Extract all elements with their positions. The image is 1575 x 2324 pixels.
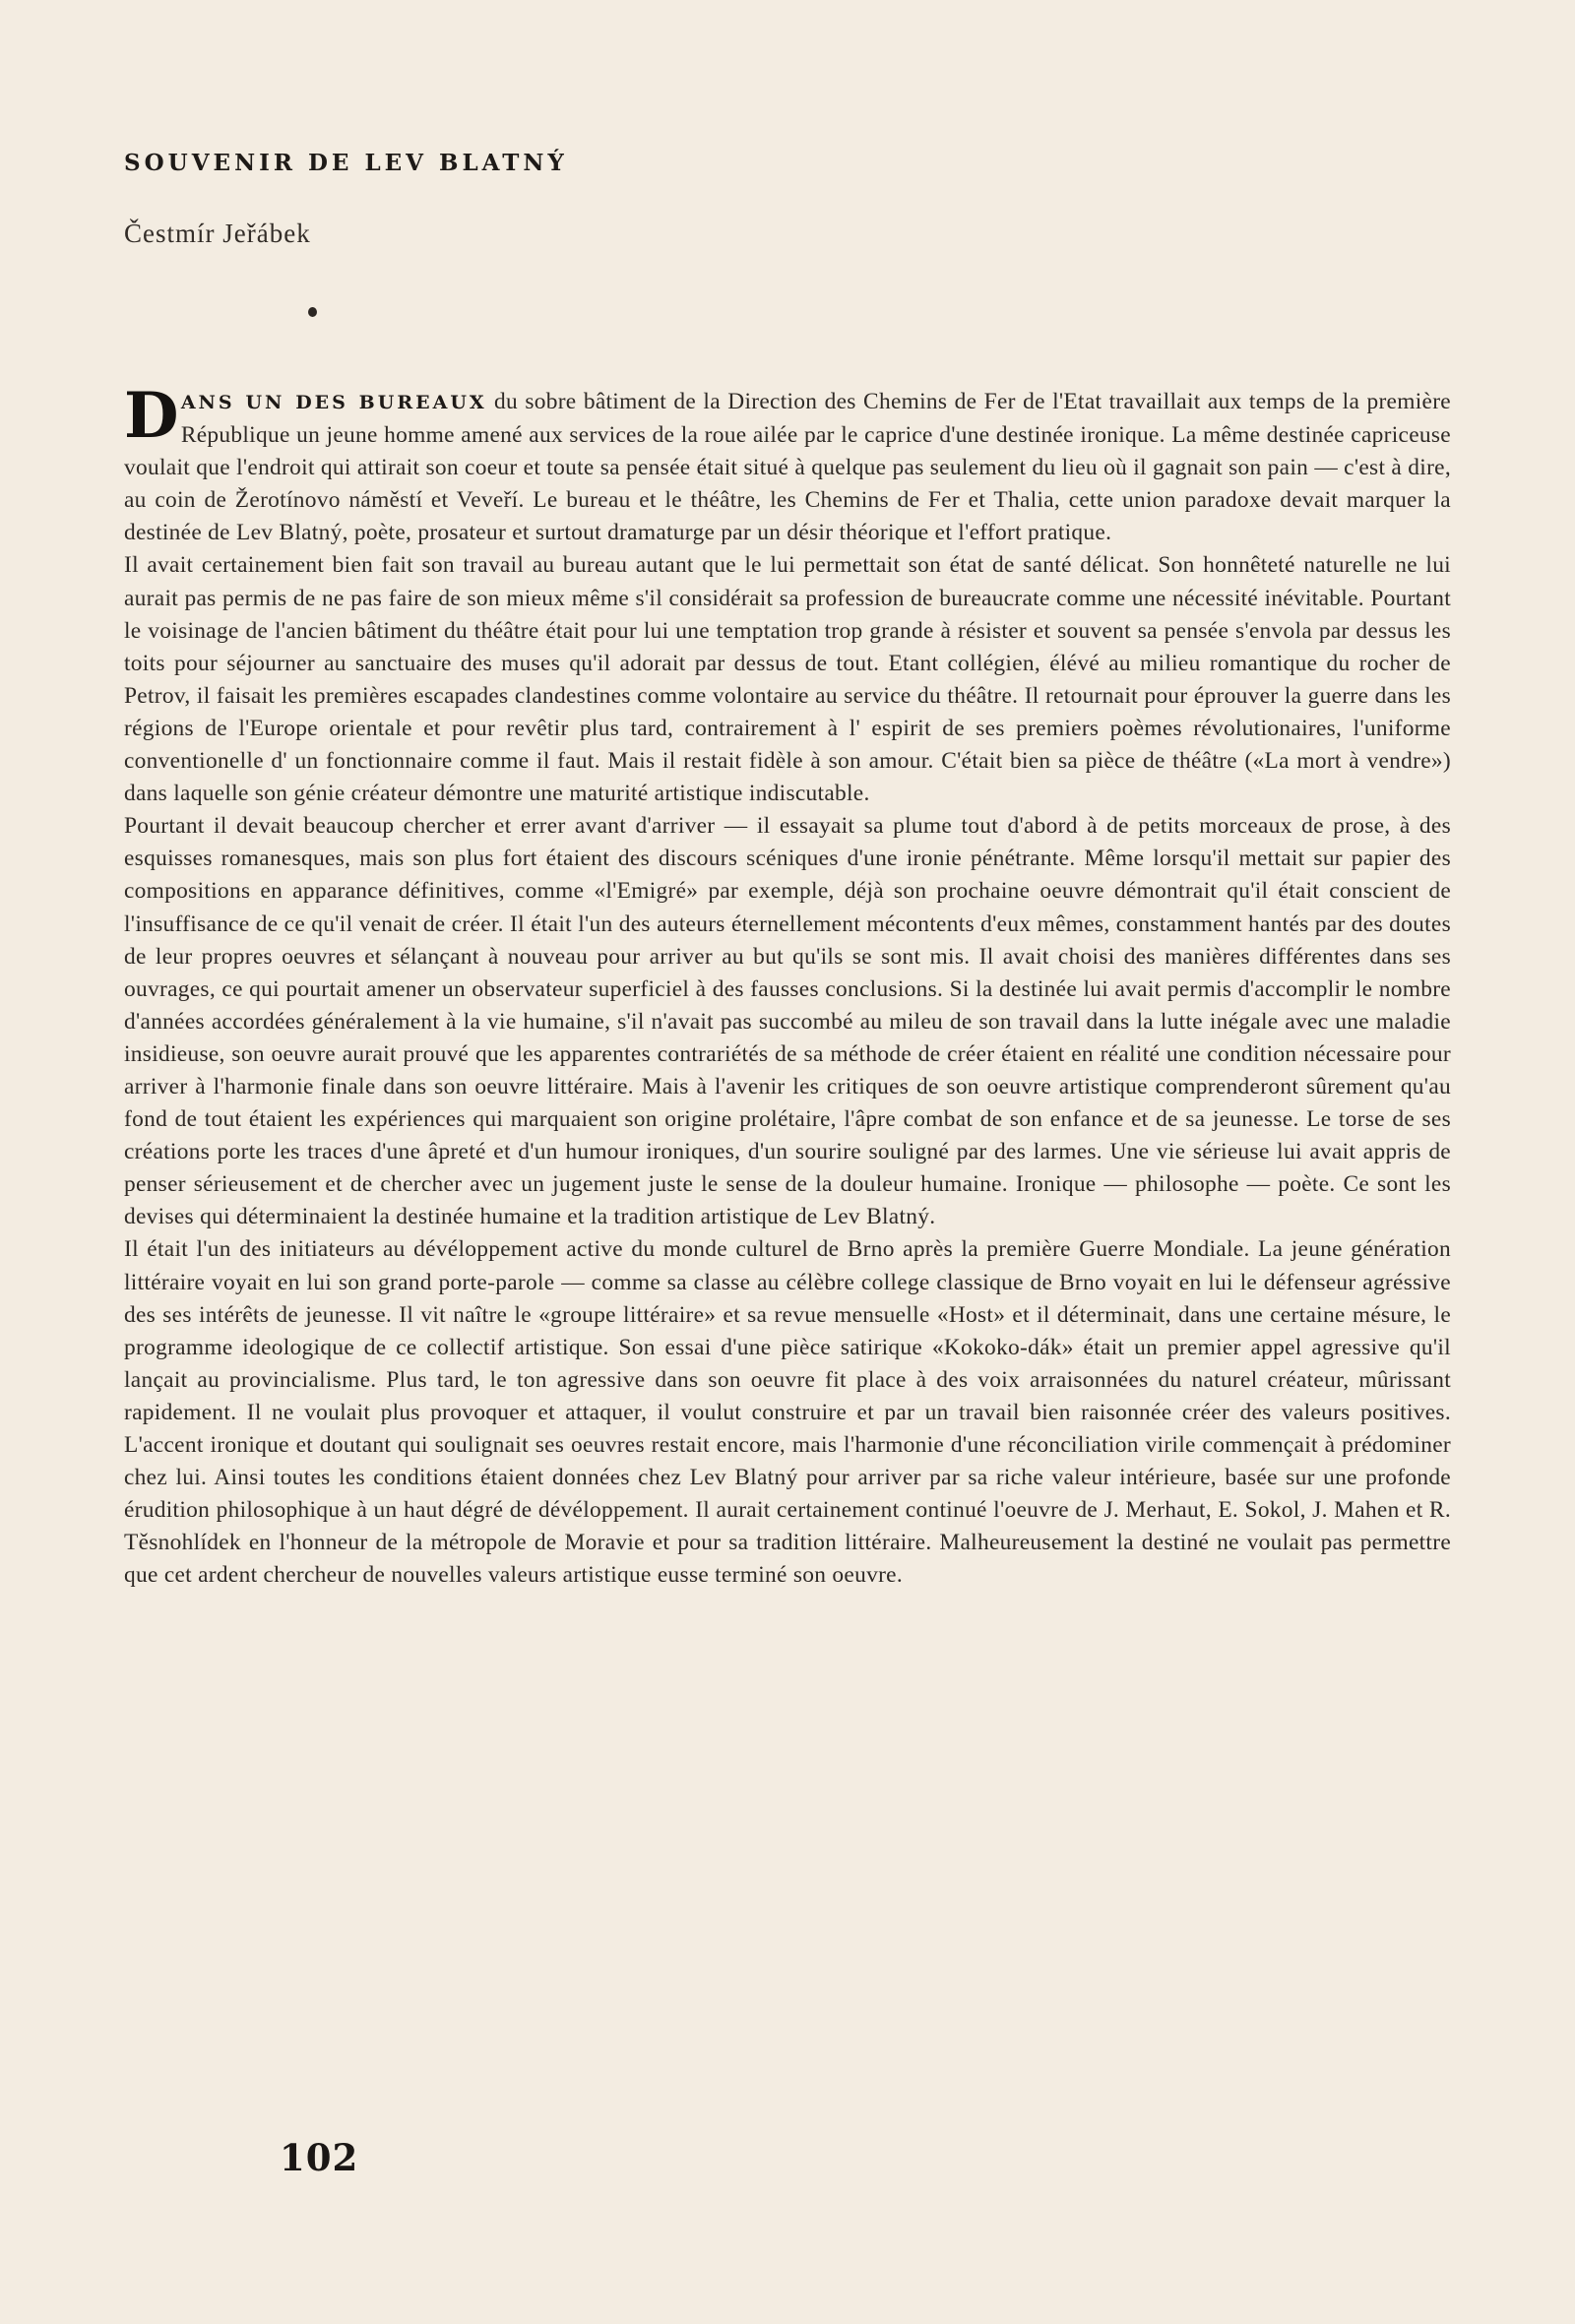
drop-cap: D bbox=[124, 379, 179, 453]
author-name: Čestmír Jeřábek bbox=[124, 219, 311, 248]
opening-words: ANS UN DES BUREAUX bbox=[180, 392, 487, 413]
page-number: 102 bbox=[280, 2136, 359, 2179]
paragraph-2: Il avait certainement bien fait son travail au bureau autant que le lui permettait son état de santé délicat. Son honnêteté naturelle ne lui aurait pas permis de ne pas faire de son mieux même s'il considérait sa profession de bureaucrate comme une nécessité inévitable. Pourtant le voisinage de l'ancien bâtiment du théâtre était pour lui une temptation trop grande à résister et souvent sa pensée s'envola par dessus les toits pour séjourner au sanctuaire des muses qu'il adorait par dessus de tout. Etant collégien, élévé au milieu romantique du rocher de Petrov, il faisait les premières escapades clandestines comme volontaire au service du théâtre. Il retournait pour éprouver la guerre dans les régions de l'Europe orientale et pour revêtir plus tard, contrairement à l' espirit de ses premiers poèmes révolutionaires, l'uniforme conventionelle d' un fonctionnaire comme il faut. Mais il restait fidèle à son amour. C'était bien sa pièce de théâtre («La mort à vendre») dans laquelle son génie créateur démontre une maturité artistique indiscutable. bbox=[124, 552, 1451, 807]
paragraph-1 bbox=[124, 379, 1451, 549]
article-body bbox=[124, 379, 1451, 1592]
bullet-ornament bbox=[308, 307, 317, 317]
paragraph-text: du sobre bâtiment de la Direction des Chemins de Fer de l'Etat travaillait aux temps de la première République un jeune homme amené aux services de la roue ailée par le caprice d'une destinée ironique. La même destinée capriceuse voulait que l'endroit qui attirait son coeur et toute sa pensée était situé à quelque pas seulement du lieu où il gagnait son pain — c'est à dire, au coin de Žerotínovo náměstí et Veveří. Le bureau et le théâtre, les Chemins de Fer et Thalia, cette union paradoxe devait marquer la destinée de Lev Blatný, poète, prosateur et surtout dramaturge par un désir théorique et l'effort pratique. bbox=[124, 389, 1451, 546]
paragraph-4: Il était l'un des initiateurs au dévéloppement active du monde culturel de Brno après la première Guerre Mondiale. La jeune génération littéraire voyait en lui son grand porte-parole — comme sa classe au célèbre college classique de Brno voyait en lui le défenseur agréssive des ses intérêts de jeunesse. Il vit naître le «groupe littéraire» et sa revue mensuelle «Host» et il déterminait, dans une certaine mésure, le programme ideologique de ce collectif artistique. Son essai d'une pièce satirique «Kokoko-dák» était un premier appel agressive qu'il lançait au provincialisme. Plus tard, le ton agressive dans son oeuvre fit place à des voix arraisonnées du naturel créateur, mûrissant rapidement. Il ne voulait plus provoquer et attaquer, il voulut construire et par un travail bien raisonnée créer des valeurs positives. L'accent ironique et doutant qui soulignait ses oeuvres restait encore, mais l'harmonie d'une réconciliation virile commençait à prédominer chez lui. Ainsi toutes les conditions étaient données chez Lev Blatný pour arriver par sa riche valeur intérieure, basée sur une profonde érudition philosophique à un haut dégré de dévéloppement. Il aurait certainement continué l'oeuvre de J. Merhaut, E. Sokol, J. Mahen et R. Těsnohlídek en l'honneur de la métropole de Moravie et pour sa tradition littéraire. Malheureusement la destiné ne voulait pas permettre que cet ardent chercheur de nouvelles valeurs artistique eusse terminé son oeuvre. bbox=[124, 1236, 1451, 1589]
article-title: SOUVENIR DE LEV BLATNÝ bbox=[124, 150, 568, 176]
paragraph-3: Pourtant il devait beaucoup chercher et errer avant d'arriver — il essayait sa plume tout d'abord à de petits morceaux de prose, à des esquisses romanesques, mais son plus fort étaient des discours scéniques d'une ironie pénétrante. Même lorsqu'il mettait sur papier des compositions en apparance définitives, comme «l'Emigré» par exemple, déjà son prochaine oeuvre démontrait qu'il était conscient de l'insuffisance de ce qu'il venait de créer. Il était l'un des auteurs éternellement mécontents d'eux mêmes, constamment hantés par des doutes de leur propres oeuvres et sélançant à nouveau pour arriver au but qu'ils se sont mis. Il avait choisi des manières différentes dans ses ouvrages, ce qui pourtait amener un observateur superficiel à des fausses conclusions. Si la destinée lui avait permis d'accomplir le nombre d'années accordées généralement à la vie humaine, s'il n'avait pas succombé au mileu de son travail dans la lutte inégale avec une maladie insidieuse, son oeuvre aurait prouvé que les apparentes contrariétés de sa méthode de créer étaient en réalité une condition nécessaire pour arriver à l'harmonie finale dans son oeuvre littéraire. Mais à l'avenir les critiques de son oeuvre artistique comprenderont sûrement qu'au fond de tout étaient les expériences qui marquaient son origine prolétaire, l'âpre combat de son enfance et de sa jeunesse. Le torse de ses créations porte les traces d'une âpreté et d'un humour ironiques, d'un sourire souligné par des larmes. Une vie sérieuse lui avait appris de penser sérieusement et de chercher avec un jugement juste le sense de la douleur humaine. Ironique — philosophe — poète. Ce sont les devises qui déterminaient la destinée humaine et la tradition artistique de Lev Blatný. bbox=[124, 813, 1451, 1230]
